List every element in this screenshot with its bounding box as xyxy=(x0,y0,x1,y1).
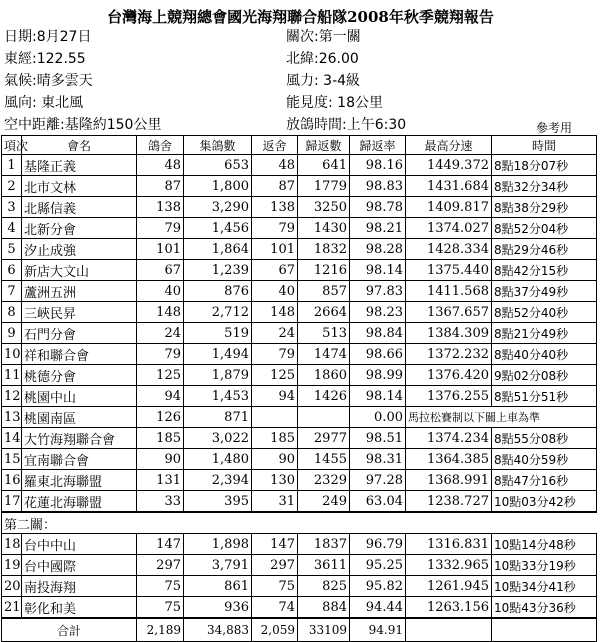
cell-returned: 2329 xyxy=(298,470,350,491)
cell-collected: 2,712 xyxy=(184,302,252,323)
cell-index: 20 xyxy=(2,576,22,597)
cell-returned: 825 xyxy=(298,576,350,597)
cell-club: 大竹海翔聯合會 xyxy=(22,428,137,449)
cell-lofts: 147 xyxy=(137,534,184,555)
cell-index: 8 xyxy=(2,302,22,323)
cell-index: 18 xyxy=(2,534,22,555)
cell-rate: 98.16 xyxy=(350,155,406,176)
cell-time: 8點32分34秒 xyxy=(492,176,597,197)
cell-returned: 884 xyxy=(298,597,350,619)
table-row xyxy=(2,428,597,449)
cell-rate: 97.28 xyxy=(350,470,406,491)
cell-speed: 1316.831 xyxy=(406,534,492,555)
cell-rate: 98.66 xyxy=(350,344,406,365)
cell-returned: 1216 xyxy=(298,260,350,281)
cell-rate: 98.31 xyxy=(350,449,406,470)
distance-field: 空中距離:基隆約150公里 xyxy=(4,117,162,133)
cell-collected: 1,864 xyxy=(184,239,252,260)
cell-time: 8點37分49秒 xyxy=(492,281,597,302)
cell-index: 15 xyxy=(2,449,22,470)
cell-index: 12 xyxy=(2,386,22,407)
cell-returned-lofts: 67 xyxy=(252,260,298,281)
cell-club: 北新分會 xyxy=(22,218,137,239)
cell-lofts: 75 xyxy=(137,576,184,597)
cell-returned-lofts: 130 xyxy=(252,470,298,491)
cell-club: 桃園南區 xyxy=(22,407,137,428)
cell-lofts: 87 xyxy=(137,176,184,197)
total-empty-time xyxy=(492,618,597,642)
cell-club: 新店大文山 xyxy=(22,260,137,281)
cell-speed: 1374.234 xyxy=(406,428,492,449)
cell-returned-lofts: 148 xyxy=(252,302,298,323)
cell-club: 桃園中山 xyxy=(22,386,137,407)
cell-speed: 1368.991 xyxy=(406,470,492,491)
total-empty-speed xyxy=(406,618,492,642)
cell-collected: 876 xyxy=(184,281,252,302)
header-index: 項次 xyxy=(2,136,22,155)
cell-index: 17 xyxy=(2,491,22,513)
cell-rate: 98.28 xyxy=(350,239,406,260)
total-label: 合計 xyxy=(2,618,137,642)
table-header-row xyxy=(2,136,597,155)
cell-rate: 63.04 xyxy=(350,491,406,513)
longitude-field: 東經:122.55 xyxy=(4,51,86,67)
cell-collected: 1,453 xyxy=(184,386,252,407)
cell-lofts: 79 xyxy=(137,218,184,239)
cell-lofts: 297 xyxy=(137,555,184,576)
cell-returned-lofts: 40 xyxy=(252,281,298,302)
cell-lofts: 185 xyxy=(137,428,184,449)
table-row xyxy=(2,449,597,470)
cell-index: 19 xyxy=(2,555,22,576)
cell-rate: 98.51 xyxy=(350,428,406,449)
table-row xyxy=(2,176,597,197)
cell-speed: 1411.568 xyxy=(406,281,492,302)
cell-club: 北縣信義 xyxy=(22,197,137,218)
cell-time: 8點18分07秒 xyxy=(492,155,597,176)
cell-speed: 1238.727 xyxy=(406,491,492,513)
table-row xyxy=(2,218,597,239)
date-field: 日期:8月27日 xyxy=(4,29,92,45)
table-row xyxy=(2,155,597,176)
total-collected: 34,883 xyxy=(184,618,252,642)
level-field: 關次:第一關 xyxy=(286,29,361,45)
cell-lofts: 33 xyxy=(137,491,184,513)
cell-club: 祥和聯合會 xyxy=(22,344,137,365)
cell-returned: 3611 xyxy=(298,555,350,576)
cell-rate: 98.23 xyxy=(350,302,406,323)
wind-direction-field: 風向: 東北風 xyxy=(4,95,84,111)
cell-time: 8點47分16秒 xyxy=(492,470,597,491)
cell-returned: 2664 xyxy=(298,302,350,323)
cell-time: 8點38分29秒 xyxy=(492,197,597,218)
cell-returned-lofts: 90 xyxy=(252,449,298,470)
cell-lofts: 75 xyxy=(137,597,184,619)
cell-rate: 94.44 xyxy=(350,597,406,619)
cell-returned xyxy=(298,407,350,428)
cell-time: 10點43分36秒 xyxy=(492,597,597,619)
cell-collected: 519 xyxy=(184,323,252,344)
cell-speed: 1376.420 xyxy=(406,365,492,386)
cell-club: 石門分會 xyxy=(22,323,137,344)
cell-speed: 1384.309 xyxy=(406,323,492,344)
cell-speed: 1375.440 xyxy=(406,260,492,281)
cell-returned-lofts: 185 xyxy=(252,428,298,449)
cell-returned: 1832 xyxy=(298,239,350,260)
cell-time: 8點40分59秒 xyxy=(492,449,597,470)
cell-collected: 1,494 xyxy=(184,344,252,365)
cell-collected: 395 xyxy=(184,491,252,513)
table-row xyxy=(2,576,597,597)
cell-speed: 1374.027 xyxy=(406,218,492,239)
cell-returned: 857 xyxy=(298,281,350,302)
cell-club: 宜南聯合會 xyxy=(22,449,137,470)
cell-speed: 1431.684 xyxy=(406,176,492,197)
cell-time: 10點33分19秒 xyxy=(492,555,597,576)
weather-field: 氣候:晴多雲天 xyxy=(4,73,93,89)
cell-collected: 871 xyxy=(184,407,252,428)
cell-lofts: 138 xyxy=(137,197,184,218)
cell-index: 4 xyxy=(2,218,22,239)
cell-lofts: 79 xyxy=(137,344,184,365)
cell-rate: 95.25 xyxy=(350,555,406,576)
header-returned: 歸返數 xyxy=(298,136,350,155)
table-row xyxy=(2,197,597,218)
cell-club: 基隆正義 xyxy=(22,155,137,176)
cell-club: 羅東北海聯盟 xyxy=(22,470,137,491)
cell-club: 台中中山 xyxy=(22,534,137,555)
cell-club: 北市文林 xyxy=(22,176,137,197)
cell-speed: 1376.255 xyxy=(406,386,492,407)
cell-lofts: 94 xyxy=(137,386,184,407)
cell-rate: 98.83 xyxy=(350,176,406,197)
cell-returned: 1426 xyxy=(298,386,350,407)
header-top-speed: 最高分速 xyxy=(406,136,492,155)
cell-returned: 1779 xyxy=(298,176,350,197)
cell-index: 6 xyxy=(2,260,22,281)
cell-speed: 1261.945 xyxy=(406,576,492,597)
cell-returned-lofts: 31 xyxy=(252,491,298,513)
cell-returned-lofts: 125 xyxy=(252,365,298,386)
cell-collected: 1,239 xyxy=(184,260,252,281)
cell-club: 彰化和美 xyxy=(22,597,137,619)
cell-club: 花蓮北海聯盟 xyxy=(22,491,137,513)
cell-lofts: 24 xyxy=(137,323,184,344)
header-club: 會名 xyxy=(22,136,137,155)
header-collected: 集鴿數 xyxy=(184,136,252,155)
cell-returned-lofts: 74 xyxy=(252,597,298,619)
cell-speed: 1372.232 xyxy=(406,344,492,365)
cell-speed: 1428.334 xyxy=(406,239,492,260)
header-return-rate: 歸返率 xyxy=(350,136,406,155)
cell-lofts: 67 xyxy=(137,260,184,281)
cell-returned: 1837 xyxy=(298,534,350,555)
table-row xyxy=(2,302,597,323)
section-2-label: 第二關： xyxy=(2,512,597,534)
cell-collected: 936 xyxy=(184,597,252,619)
cell-rate: 97.83 xyxy=(350,281,406,302)
cell-returned: 1455 xyxy=(298,449,350,470)
cell-collected: 2,394 xyxy=(184,470,252,491)
wind-force-field: 風力: 3-4級 xyxy=(286,73,361,89)
table-row xyxy=(2,597,597,619)
report-title: 台灣海上競翔總會國光海翔聯合船隊2008年秋季競翔報告 xyxy=(107,8,494,26)
release-time-field: 放鴿時間:上午6:30 xyxy=(286,117,407,133)
table-row xyxy=(2,239,597,260)
cell-collected: 1,456 xyxy=(184,218,252,239)
cell-rate: 98.84 xyxy=(350,323,406,344)
table-row xyxy=(2,491,597,513)
cell-rate: 98.14 xyxy=(350,386,406,407)
cell-lofts: 131 xyxy=(137,470,184,491)
cell-returned: 1860 xyxy=(298,365,350,386)
cell-collected: 3,022 xyxy=(184,428,252,449)
cell-returned-lofts: 24 xyxy=(252,323,298,344)
cell-rate: 98.14 xyxy=(350,260,406,281)
cell-returned: 249 xyxy=(298,491,350,513)
cell-lofts: 48 xyxy=(137,155,184,176)
cell-collected: 1,879 xyxy=(184,365,252,386)
cell-collected: 3,791 xyxy=(184,555,252,576)
cell-returned-lofts: 147 xyxy=(252,534,298,555)
cell-time: 8點42分15秒 xyxy=(492,260,597,281)
cell-rate: 0.00 xyxy=(350,407,406,428)
cell-speed: 1367.657 xyxy=(406,302,492,323)
cell-index: 13 xyxy=(2,407,22,428)
table-row xyxy=(2,323,597,344)
cell-time: 8點52分04秒 xyxy=(492,218,597,239)
cell-club: 三峽民昇 xyxy=(22,302,137,323)
cell-returned: 641 xyxy=(298,155,350,176)
cell-speed: 1449.372 xyxy=(406,155,492,176)
table-row xyxy=(2,344,597,365)
cell-club: 南投海翔 xyxy=(22,576,137,597)
cell-collected: 1,800 xyxy=(184,176,252,197)
cell-club: 桃德分會 xyxy=(22,365,137,386)
cell-time: 10點34分41秒 xyxy=(492,576,597,597)
cell-index: 21 xyxy=(2,597,22,619)
cell-rate: 98.78 xyxy=(350,197,406,218)
cell-returned-lofts: 79 xyxy=(252,218,298,239)
cell-time: 8點55分08秒 xyxy=(492,428,597,449)
cell-returned: 1474 xyxy=(298,344,350,365)
cell-returned: 1430 xyxy=(298,218,350,239)
header-lofts: 鴿舍 xyxy=(137,136,184,155)
cell-collected: 653 xyxy=(184,155,252,176)
cell-speed: 1364.385 xyxy=(406,449,492,470)
cell-time: 8點51分51秒 xyxy=(492,386,597,407)
cell-speed: 馬拉松賽制以下關上車為準 xyxy=(406,407,597,428)
visibility-field: 能見度: 18公里 xyxy=(286,95,383,111)
cell-club: 汐止成強 xyxy=(22,239,137,260)
cell-returned-lofts: 48 xyxy=(252,155,298,176)
cell-index: 2 xyxy=(2,176,22,197)
cell-time: 8點21分49秒 xyxy=(492,323,597,344)
cell-club: 蘆洲五洲 xyxy=(22,281,137,302)
cell-time: 8點40分40秒 xyxy=(492,344,597,365)
results-table xyxy=(1,135,597,642)
cell-lofts: 101 xyxy=(137,239,184,260)
table-row xyxy=(2,365,597,386)
cell-returned-lofts: 87 xyxy=(252,176,298,197)
table-row xyxy=(2,281,597,302)
latitude-field: 北緯:26.00 xyxy=(286,51,359,67)
cell-time: 9點02分08秒 xyxy=(492,365,597,386)
cell-returned-lofts: 94 xyxy=(252,386,298,407)
cell-index: 10 xyxy=(2,344,22,365)
cell-speed: 1409.817 xyxy=(406,197,492,218)
table-row xyxy=(2,386,597,407)
total-returned: 33109 xyxy=(298,618,350,642)
cell-club: 台中國際 xyxy=(22,555,137,576)
cell-returned-lofts: 101 xyxy=(252,239,298,260)
cell-returned: 3250 xyxy=(298,197,350,218)
cell-speed: 1332.965 xyxy=(406,555,492,576)
cell-index: 14 xyxy=(2,428,22,449)
header-time: 時間 xyxy=(492,136,597,155)
cell-collected: 1,480 xyxy=(184,449,252,470)
cell-index: 9 xyxy=(2,323,22,344)
cell-lofts: 125 xyxy=(137,365,184,386)
cell-index: 16 xyxy=(2,470,22,491)
total-row xyxy=(2,618,597,642)
cell-time: 10點03分42秒 xyxy=(492,491,597,513)
cell-time: 10點14分48秒 xyxy=(492,534,597,555)
cell-collected: 3,290 xyxy=(184,197,252,218)
reference-note: 參考用 xyxy=(536,121,573,135)
cell-speed: 1263.156 xyxy=(406,597,492,619)
cell-index: 7 xyxy=(2,281,22,302)
cell-index: 5 xyxy=(2,239,22,260)
table-row xyxy=(2,534,597,555)
cell-returned: 513 xyxy=(298,323,350,344)
cell-returned-lofts: 79 xyxy=(252,344,298,365)
cell-lofts: 90 xyxy=(137,449,184,470)
total-rate: 94.91 xyxy=(350,618,406,642)
table-row xyxy=(2,555,597,576)
cell-index: 1 xyxy=(2,155,22,176)
cell-lofts: 126 xyxy=(137,407,184,428)
cell-index: 11 xyxy=(2,365,22,386)
total-returned-lofts: 2,059 xyxy=(252,618,298,642)
cell-returned-lofts xyxy=(252,407,298,428)
section-row xyxy=(2,512,597,534)
cell-returned-lofts: 138 xyxy=(252,197,298,218)
cell-collected: 861 xyxy=(184,576,252,597)
total-lofts: 2,189 xyxy=(137,618,184,642)
cell-returned: 2977 xyxy=(298,428,350,449)
cell-rate: 98.21 xyxy=(350,218,406,239)
cell-index: 3 xyxy=(2,197,22,218)
cell-time: 8點52分40秒 xyxy=(492,302,597,323)
cell-rate: 96.79 xyxy=(350,534,406,555)
cell-rate: 98.99 xyxy=(350,365,406,386)
cell-returned-lofts: 297 xyxy=(252,555,298,576)
header-returned-lofts: 返舍 xyxy=(252,136,298,155)
table-row xyxy=(2,260,597,281)
cell-rate: 95.82 xyxy=(350,576,406,597)
table-row xyxy=(2,470,597,491)
table-row xyxy=(2,407,597,428)
cell-collected: 1,898 xyxy=(184,534,252,555)
cell-returned-lofts: 75 xyxy=(252,576,298,597)
cell-lofts: 148 xyxy=(137,302,184,323)
cell-lofts: 40 xyxy=(137,281,184,302)
cell-time: 8點29分46秒 xyxy=(492,239,597,260)
